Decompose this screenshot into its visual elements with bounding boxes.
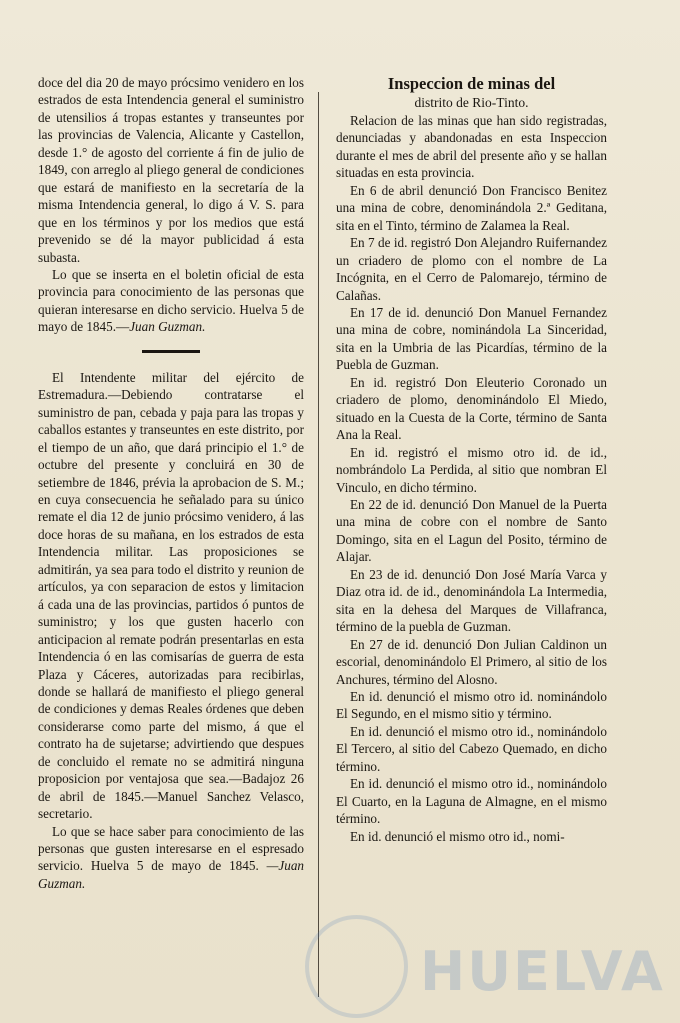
paragraph-insercion-1 — [38, 266, 304, 336]
section-subheading: distrito de Rio-Tinto. — [414, 95, 529, 110]
mine-entry: En id. denunció el mismo otro id. nominándolo El Segundo, en el mismo sitio y término. — [336, 688, 607, 722]
mine-entry: En 17 de id. denunció Don Manuel Fernandez una mina de cobre, nominándola La Sinceridad, sita en la Umbria de las Picardías, término de la Puebla de Guzman. — [336, 304, 607, 373]
mine-entry: En id. denunció el mismo otro id., nominándolo El Tercero, al sitio del Cabezo Quemado, en dicho término. — [336, 723, 607, 774]
section-rule — [142, 350, 200, 353]
mine-entry: En id. registró el mismo otro id. de id., nombrándolo La Perdida, al sitio que nombran El Vinculo, en dicho término. — [336, 444, 607, 495]
paragraph-subasta-utensilios: doce del dia 20 de mayo prócsimo venidero en los estrados de esta Intendencia general el suministro de utensilios á tropas estantes y transeuntes por las provincias de Valencia, Alicante y Castellon, desde 1.° de agosto del corriente á fin de julio de 1849, con arreglo al pliego general de condiciones que estará de manifiesto en la secretaría de la misma Intendencia general, lo digo á V. S. para que en los términos y por los medios que está prevenido se dé la mayor publicidad á esta subasta. — [38, 75, 304, 265]
signature-juan-guzman-2: —Juan Guzman. — [38, 858, 305, 891]
section-heading: Inspeccion de minas del — [387, 74, 556, 93]
watermark-seal-icon — [305, 915, 408, 1018]
mine-entry: En id. registró Don Eleuterio Coronado un criadero de plomo, denominándolo El Miedo, situado en la Cuesta de la Corte, término de Santa Ana la Real. — [336, 374, 607, 443]
insercion-text-2: Lo que se hace saber para conocimiento de las personas que gusten interesarse en el espresado servicio. Huelva 5 de mayo de 1845. — [38, 823, 304, 874]
left-column — [38, 74, 304, 892]
mine-entry: En 6 de abril denunció Don Francisco Benitez una mina de cobre, denominándola 2.ª Geditana, sita en el Tinto, término de Zalamea la Real. — [336, 182, 607, 233]
mine-entry: En 27 de id. denunció Don Julian Caldinon un escorial, denominándolo El Primero, al sitio de los Anchures, término del Alosno. — [336, 636, 607, 687]
paragraph-intendente-militar: El Intendente militar del ejército de Estremadura.—Debiendo contratarse el suministro de pan, cebada y paja para las tropas y caballos estantes y transeuntes en este distrito, por el tiempo de un año, que dará principio el 1.° de octubre del presente y concluirá en 30 de setiembre de 1846, prévia la aprobacion de S. M.; en cuya consecuencia he señalado para su único remate el dia 12 de junio prócsimo venidero, á las doce horas de su mañana, en los estrados de esta Intendencia militar. Las proposiciones se admitirán, ya sea para todo el distrito y reunion de artículos, ya con separacion de estos y limitacion á cada una de las provincias, partidos ó puntos de suministro; y los que gusten hacerlo con anticipacion al remate podrán presentarlas en esta Intendencia ó en las comisarías de guerra de esta Plaza y Cáceres, autorizadas para recibirlas, donde se hallará de manifiesto el pliego general de condiciones y demas Reales órdenes que deben considerarse como parte del mismo, á que el contrato ha de sujetarse; advirtiendo que despues de concluido el remate no se admitirá ninguna proposicion por ventajosa que sea.—Badajoz 26 de abril de 1845.—Manuel Sanchez Velasco, secretario. — [38, 369, 304, 822]
paragraph-insercion-2 — [38, 823, 304, 893]
column-divider — [318, 92, 319, 997]
mine-entry: En id. denunció el mismo otro id., nomi- — [350, 828, 565, 844]
insercion-text: Lo que se inserta en el boletin oficial de esta provincia para conocimiento de las personas que quieran interesarse en dicho servicio. Huelva 5 de mayo de 1845.— — [38, 266, 304, 335]
mine-list — [336, 112, 607, 845]
signature-juan-guzman: Juan Guzman. — [129, 319, 206, 335]
watermark-text: HUELVA — [420, 940, 665, 1003]
mine-entry: En 23 de id. denunció Don José María Varca y Diaz otra id. de id., denominándola La Intermedia, sita en la dehesa del Marques de Villafranca, término de la puebla de Guzman. — [336, 566, 607, 635]
right-column — [336, 74, 607, 845]
mine-entry: Relacion de las minas que han sido registradas, denunciadas y abandonadas en esta Inspeccion durante el mes de abril del presente año y se hallan situadas en esta provincia. — [336, 113, 607, 181]
mine-entry: En 7 de id. registró Don Alejandro Ruifernandez un criadero de plomo con el nombre de La Incógnita, en el Cerro de Palomarejo, término de Calañas. — [336, 235, 607, 303]
mine-entry: En 22 de id. denunció Don Manuel de la Puerta una mina de cobre con el nombre de Santo Domingo, sita en el Lagun del Posito, término de Alajar. — [336, 496, 607, 565]
mine-entry: En id. denunció el mismo otro id., nominándolo El Cuarto, en la Laguna de Almagne, en el mismo término. — [336, 776, 607, 827]
